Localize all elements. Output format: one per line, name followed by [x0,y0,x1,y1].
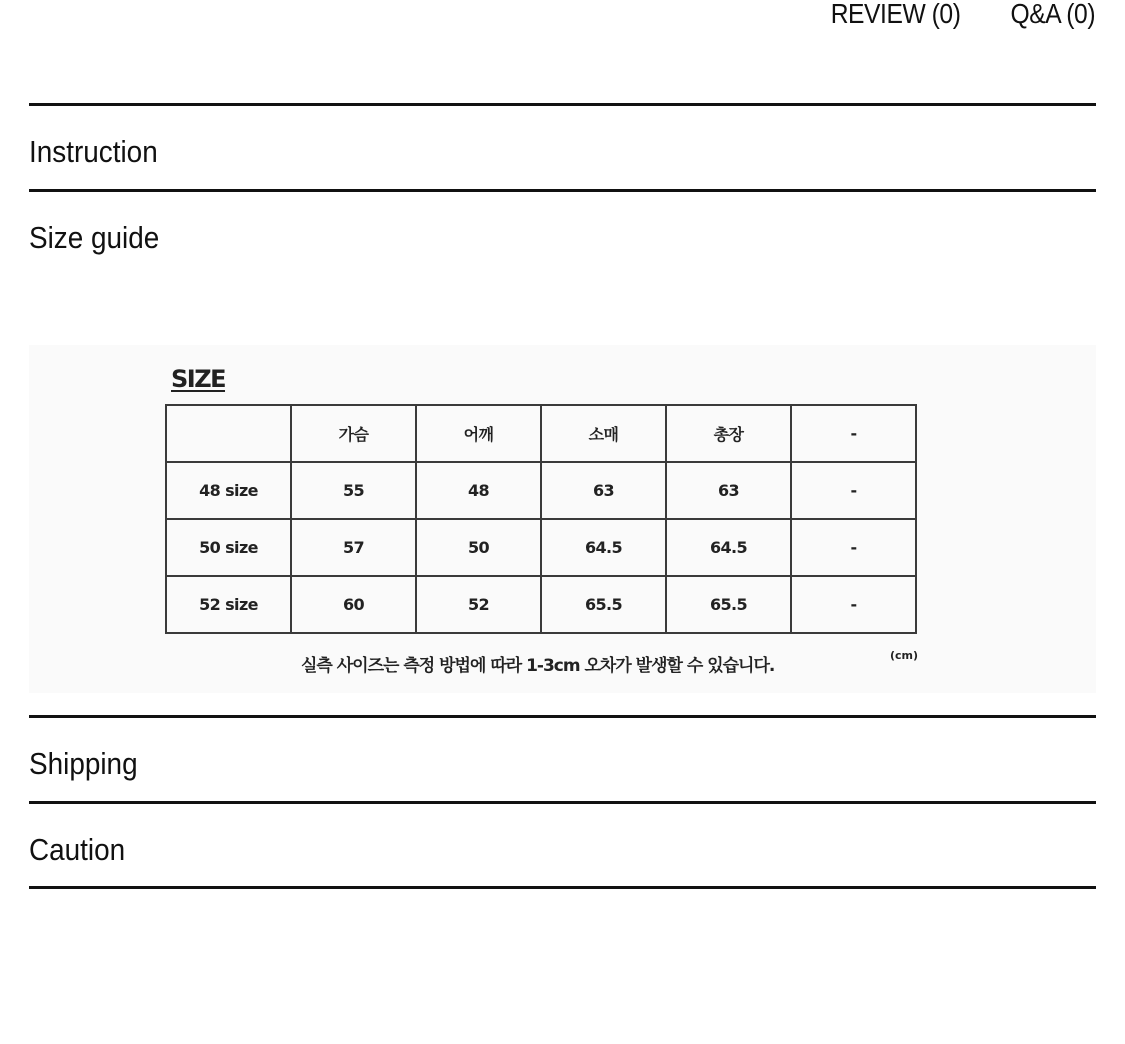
size-guide-section [29,189,1096,255]
size-table-header-cell: 어깨 [416,405,541,462]
size-table [165,404,917,634]
divider [29,715,1096,718]
size-table-cell: 65.5 [541,576,666,633]
size-table-cell: 64.5 [666,519,791,576]
size-table-cell: 65.5 [666,576,791,633]
qa-tab[interactable]: Q&A (0) [1010,0,1095,29]
size-table-row [166,462,916,519]
divider [29,886,1096,889]
size-chart-image [29,345,1096,693]
size-table-header-row [166,405,916,462]
size-table-cell: 50 size [166,519,291,576]
shipping-section [29,715,1096,781]
size-table-cell: - [791,462,916,519]
divider [29,103,1096,106]
shipping-toggle[interactable]: Shipping [29,746,138,781]
size-table-cell: 48 [416,462,541,519]
review-tab[interactable]: REVIEW (0) [831,0,961,29]
caution-section [29,801,1096,867]
size-chart-unit: (cm) [890,649,919,662]
size-table-row [166,576,916,633]
size-table-row [166,519,916,576]
size-table-cell: 63 [541,462,666,519]
size-table-cell: - [791,519,916,576]
size-table-header-cell: 소매 [541,405,666,462]
size-table-header-cell: 총장 [666,405,791,462]
size-table-cell: 52 size [166,576,291,633]
size-guide-toggle[interactable]: Size guide [29,220,160,255]
size-table-cell: 63 [666,462,791,519]
instruction-section [29,103,1096,169]
product-tabs [813,0,1095,30]
size-chart-heading: SIZE [171,365,226,393]
size-table-cell: 48 size [166,462,291,519]
size-table-header-cell [166,405,291,462]
instruction-toggle[interactable]: Instruction [29,134,158,169]
size-table-cell: 60 [291,576,416,633]
bottom-divider [29,886,1096,889]
size-table-cell: 64.5 [541,519,666,576]
caution-toggle[interactable]: Caution [29,832,126,867]
size-table-cell: 52 [416,576,541,633]
size-chart-note: 실측 사이즈는 측정 방법에 따라 1-3cm 오차가 발생할 수 있습니다. [301,656,775,676]
size-table-cell: 57 [291,519,416,576]
size-table-cell: 55 [291,462,416,519]
divider [29,189,1096,192]
divider [29,801,1096,804]
size-table-cell: - [791,576,916,633]
size-table-header-cell: - [791,405,916,462]
size-table-cell: 50 [416,519,541,576]
size-table-header-cell: 가슴 [291,405,416,462]
